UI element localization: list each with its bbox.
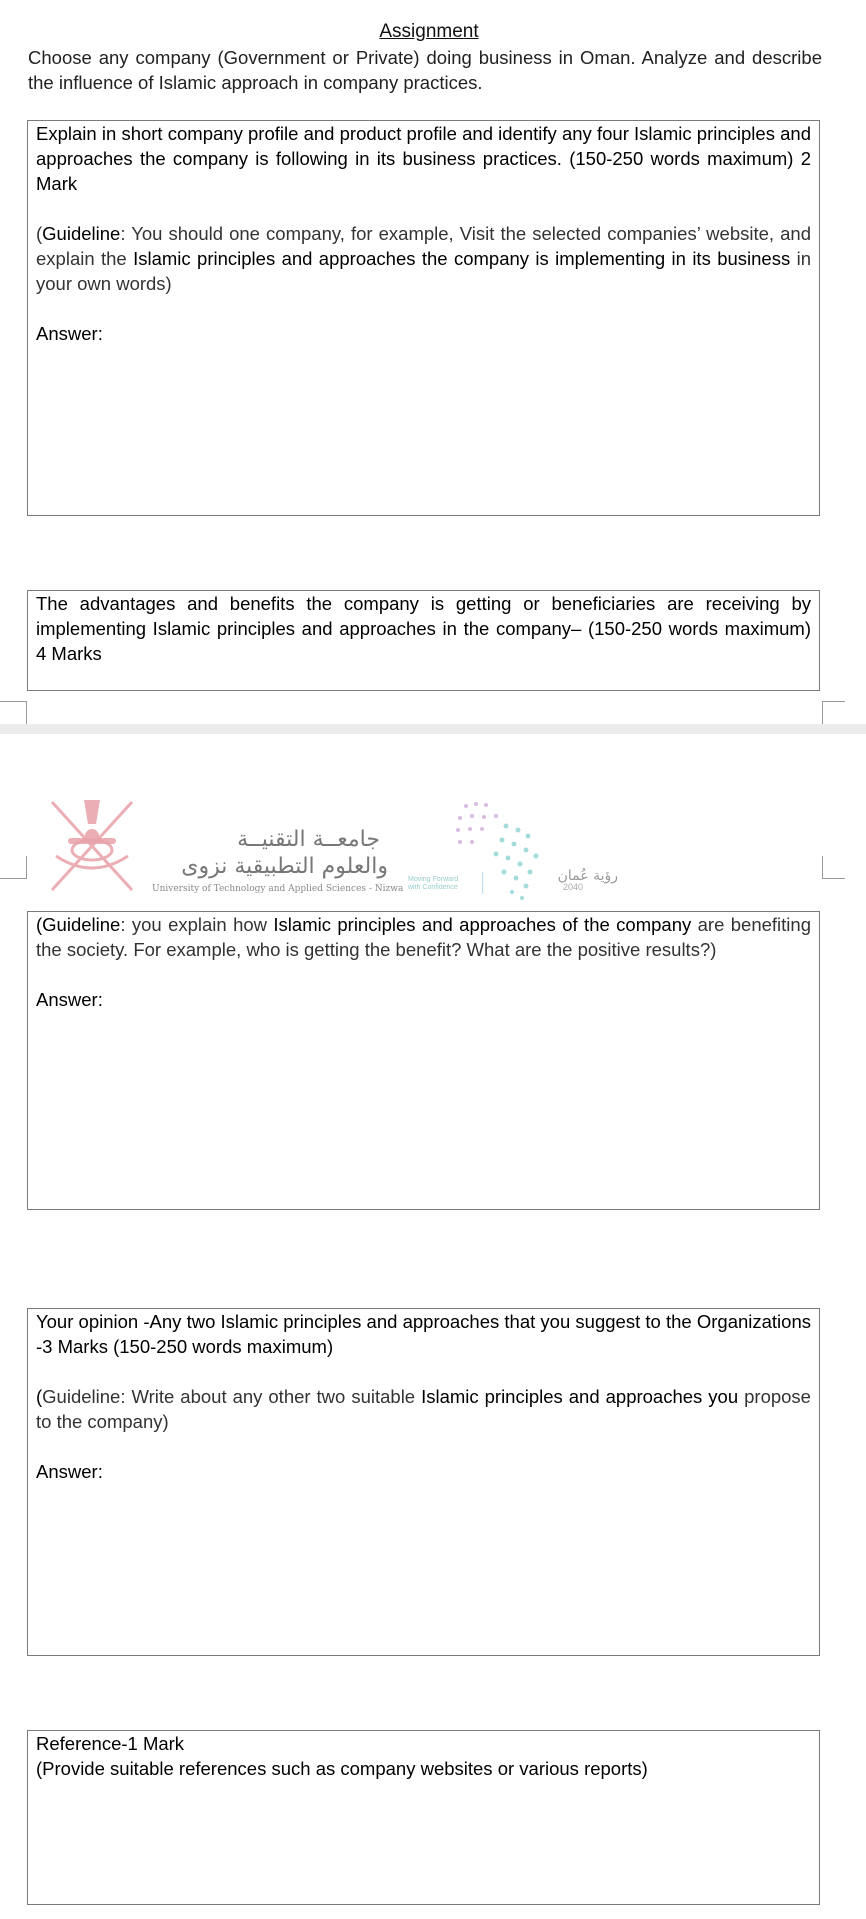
section3-answer-label: Answer:: [36, 1461, 103, 1482]
section2-guideline: (Guideline: you explain how Islamic principles and approaches of the company are benefiting the society. For example, who is getting the benefit? What are the positive results?): [36, 914, 811, 960]
section4-box: [27, 1730, 820, 1905]
section1-answer-label: Answer:: [36, 323, 103, 344]
section3-box: [27, 1308, 820, 1656]
oman-emblem-icon: [44, 794, 140, 898]
section3-guideline: (Guideline: Write about any other two suitable Islamic principles and approaches you propose to the company): [36, 1386, 811, 1432]
moving-forward-text: Moving Forward: [408, 876, 459, 883]
university-english-name: University of Technology and Applied Sciences - Nizwa: [152, 884, 404, 894]
section4-text: (Provide suitable references such as company websites or various reports): [36, 1758, 648, 1779]
assignment-title: Assignment: [379, 21, 479, 42]
university-arabic-line2: والعلوم التطبيقية نزوى: [181, 854, 388, 879]
logo-divider: [482, 872, 483, 894]
section2-continued-box: [27, 911, 820, 1210]
section3-question: Your opinion -Any two Islamic principles and approaches that you suggest to the Organizations -3 Marks (150-250 words maximum): [36, 1311, 811, 1357]
section4-title: Reference-1 Mark: [36, 1733, 185, 1754]
university-arabic-line1: جامعــة التقنيــة: [237, 827, 380, 852]
assignment-intro: Choose any company (Government or Private) doing business in Oman. Analyze and describe the influence of Islamic approach in company practices.: [28, 47, 822, 93]
section1-question: Explain in short company profile and product profile and identify any four Islamic principles and approaches the company is following in its business practices. (150-250 words maximum) 2 Mark: [36, 123, 811, 194]
section1-guideline: (Guideline: You should one company, for example, Visit the selected companies’ website, and explain the Islamic principles and approaches the company is implementing in its business in your own words): [36, 223, 811, 294]
corner-mark: [0, 701, 27, 724]
section2-question: The advantages and benefits the company is getting or beneficiaries are receiving by implementing Islamic principles and approaches in the company– (150-250 words maximum) 4 Marks: [36, 593, 811, 664]
corner-mark: [822, 856, 845, 879]
vision-arabic: رؤية عُمان: [557, 868, 618, 884]
with-confidence-text: with Confidence: [408, 884, 458, 891]
section2-answer-label: Answer:: [36, 989, 103, 1010]
corner-mark: [0, 856, 27, 879]
section1-box: [27, 120, 820, 516]
corner-mark: [822, 701, 845, 724]
page-break: [0, 724, 866, 734]
vision-dots-icon: [446, 796, 566, 906]
vision-year: 2040: [563, 882, 584, 892]
section2-box: [27, 590, 820, 691]
